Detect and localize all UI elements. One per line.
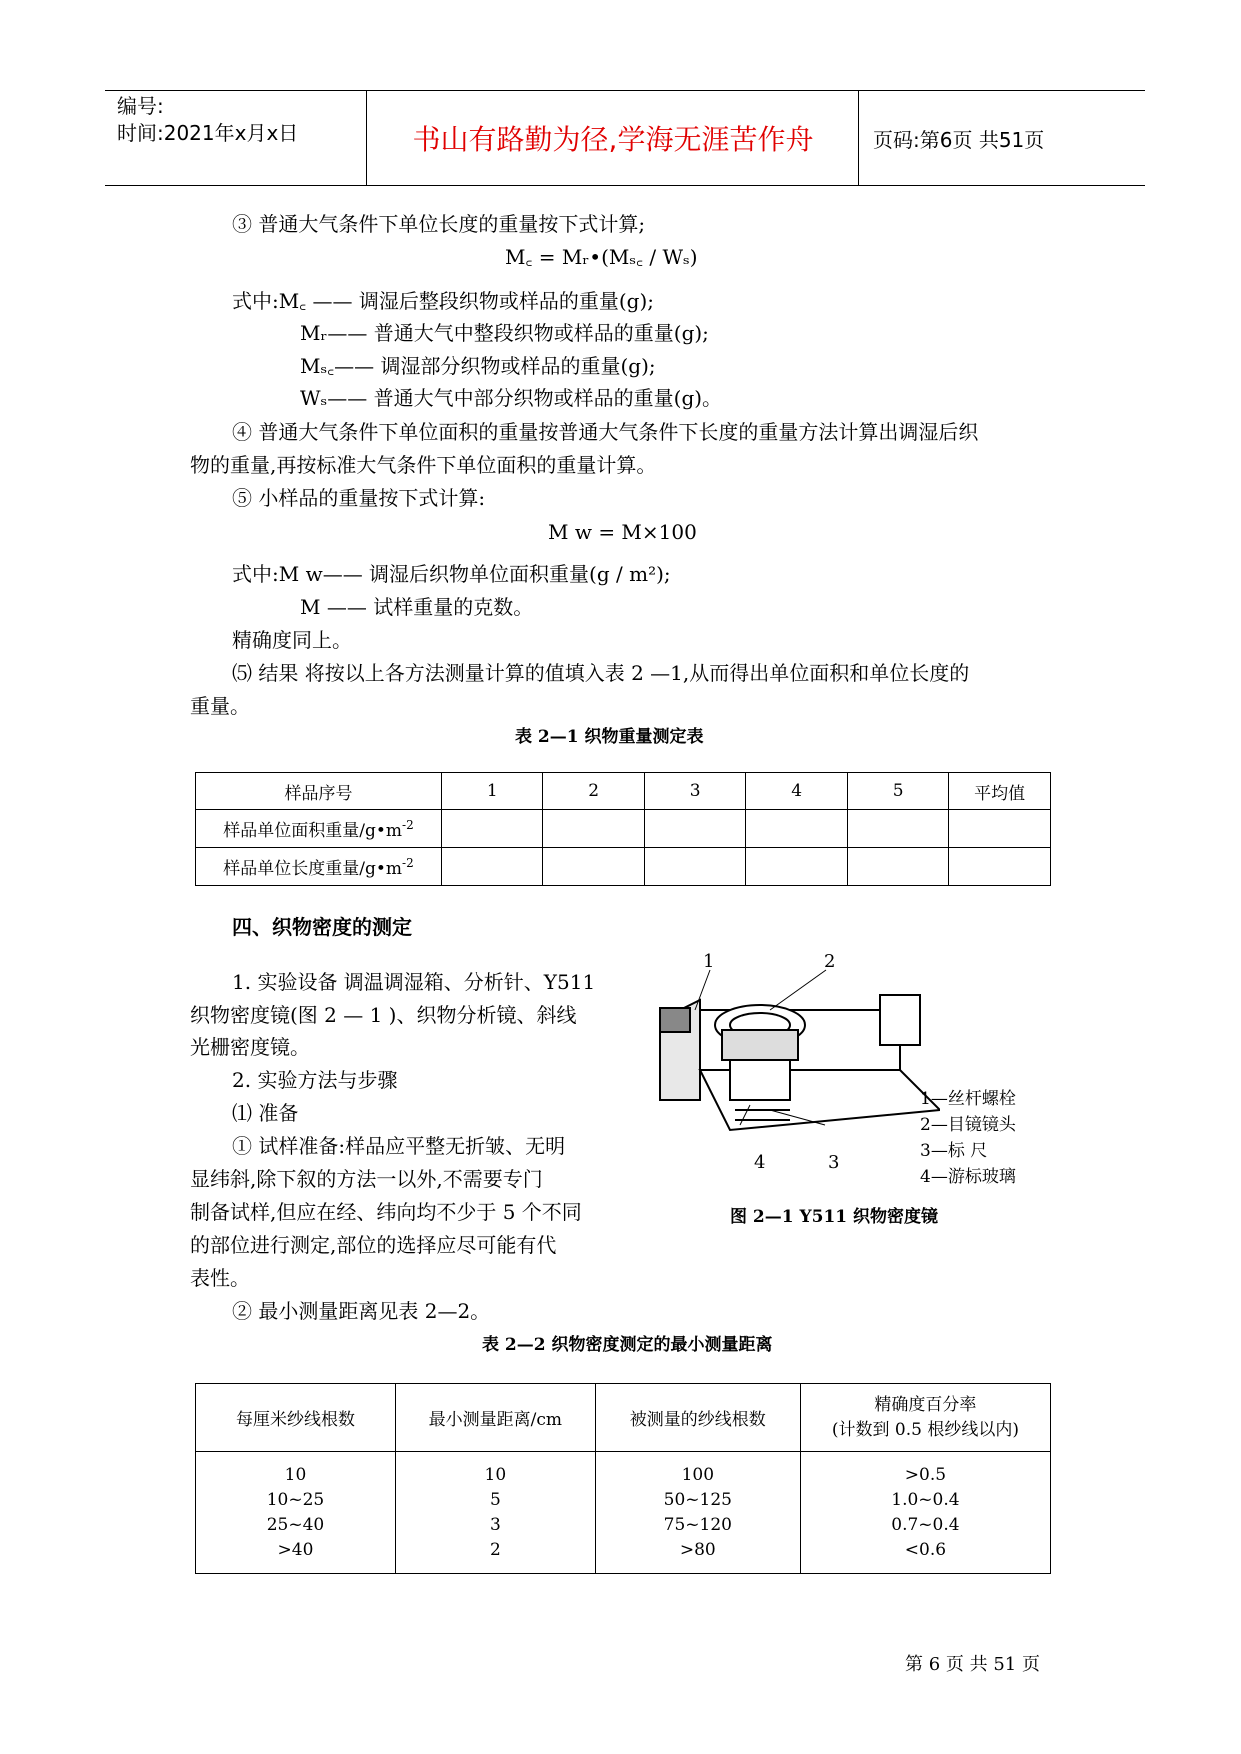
figure-number-2: 2 — [824, 951, 836, 972]
sample-line-4: 的部位进行测定,部位的选择应尽可能有代 — [190, 1233, 557, 1257]
cell-line: >80 — [679, 1539, 716, 1560]
header-motto: 书山有路勤为径,学海无涯苦作舟 — [368, 91, 859, 185]
paragraph-4-line-2: 物的重量,再按标准大气条件下单位面积的重量计算。 — [190, 453, 657, 477]
cell-line: >40 — [277, 1539, 314, 1560]
table-cell — [847, 810, 948, 848]
figure-caption: 图 2—1 Y511 织物密度镜 — [730, 1207, 939, 1227]
equipment-line-1: 1. 实验设备 调温调湿箱、分析针、Y511 — [232, 970, 596, 994]
where-m: M —— 试样重量的克数。 — [300, 595, 534, 619]
where-mr: Mᵣ—— 普通大气中整段织物或样品的重量(g); — [300, 321, 709, 345]
header-line: 精确度百分率 — [874, 1394, 977, 1415]
where-mc: 式中:M꜀ —— 调湿后整段织物或样品的重量(g); — [232, 289, 654, 313]
cell-line: 1.0~0.4 — [891, 1489, 960, 1510]
legend-item: 3—标 尺 — [920, 1141, 988, 1161]
table-cell — [800, 1452, 1050, 1574]
table-cell — [949, 848, 1051, 886]
sample-line-5: 表性。 — [190, 1266, 250, 1290]
superscript: -2 — [402, 856, 414, 870]
sample-line-3: 制备试样,但应在经、纬向均不少于 5 个不同 — [190, 1200, 582, 1224]
cell-line: >0.5 — [904, 1464, 947, 1485]
cell-line: 25~40 — [266, 1514, 325, 1535]
table-cell — [543, 810, 644, 848]
formula-2: M w = M×100 — [548, 520, 697, 544]
table-cell — [746, 848, 847, 886]
header-line: (计数到 0.5 根纱线以内) — [831, 1419, 1019, 1440]
table-cell — [196, 1452, 396, 1574]
table-cell: 4 — [746, 773, 847, 810]
where-mw: 式中:M w—— 调湿后织物单位面积重量(g / m²); — [232, 562, 671, 586]
legend-item: 2—目镜镜头 — [920, 1115, 1016, 1135]
cell-line: 50~125 — [663, 1489, 732, 1510]
cell-line: 2 — [489, 1539, 501, 1560]
figure-number-3: 3 — [828, 1152, 840, 1173]
precision-note: 精确度同上。 — [232, 628, 352, 652]
equipment-line-3: 光栅密度镜。 — [190, 1035, 310, 1059]
table-cell: 每厘米纱线根数 — [196, 1384, 396, 1452]
figure-number-1: 1 — [703, 951, 715, 972]
table-cell — [442, 810, 543, 848]
cell-line: 10 — [484, 1464, 507, 1485]
result-line-2: 重量。 — [190, 694, 250, 718]
density-glass-diagram — [640, 950, 940, 1150]
table-cell — [800, 1384, 1050, 1452]
paragraph-3-title: ③ 普通大气条件下单位长度的重量按下式计算; — [232, 212, 646, 236]
document-number-label: 编号: — [117, 94, 164, 118]
table-cell: 样品序号 — [196, 773, 442, 810]
section-4-title: 四、织物密度的测定 — [232, 915, 412, 939]
table-cell — [595, 1452, 800, 1574]
sample-line-2: 显纬斜,除下叙的方法一以外,不需要专门 — [190, 1167, 543, 1191]
where-msc: Mₛ꜀—— 调湿部分织物或样品的重量(g); — [300, 354, 656, 378]
table-cell: 最小测量距离/cm — [395, 1384, 595, 1452]
table-cell: 5 — [847, 773, 948, 810]
cell-line: 5 — [489, 1489, 501, 1510]
table-cell — [644, 848, 745, 886]
table-cell — [644, 810, 745, 848]
table-cell — [543, 848, 644, 886]
table-row — [196, 848, 1051, 886]
table-cell — [196, 848, 442, 886]
table-cell — [746, 810, 847, 848]
legend-item: 4—游标玻璃 — [920, 1167, 1016, 1187]
superscript: -2 — [402, 818, 414, 832]
preparation-title: ⑴ 准备 — [232, 1101, 299, 1125]
cell-line: 100 — [681, 1464, 715, 1485]
table-1 — [195, 772, 1051, 886]
where-ws: Wₛ—— 普通大气中部分织物或样品的重量(g)。 — [300, 386, 723, 410]
table-1-caption: 表 2—1 织物重量测定表 — [515, 727, 704, 747]
table-cell: 3 — [644, 773, 745, 810]
cell-line: 0.7~0.4 — [891, 1514, 960, 1535]
table-cell — [442, 848, 543, 886]
formula-1: M꜀ = Mᵣ•(Mₛ꜀ / Wₛ) — [505, 245, 698, 269]
table-cell — [949, 810, 1051, 848]
table-cell — [196, 810, 442, 848]
table-2-caption: 表 2—2 织物密度测定的最小测量距离 — [482, 1335, 773, 1355]
header-meta — [105, 91, 367, 185]
header-page-label: 页码:第6页 共51页 — [873, 127, 1045, 152]
row-label: 样品单位面积重量/g•m — [223, 821, 403, 841]
page-footer: 第 6 页 共 51 页 — [905, 1654, 1040, 1675]
table-cell: 1 — [442, 773, 543, 810]
result-line-1: ⑸ 结果 将按以上各方法测量计算的值填入表 2 —1,从而得出单位面积和单位长度的 — [232, 661, 970, 685]
cell-line: <0.6 — [904, 1539, 947, 1560]
table-row — [196, 1384, 1051, 1452]
paragraph-5-title: ⑤ 小样品的重量按下式计算: — [232, 486, 486, 510]
cell-line: 10~25 — [266, 1489, 325, 1510]
equipment-line-2: 织物密度镜(图 2 — 1 )、织物分析镜、斜线 — [190, 1003, 577, 1027]
legend-item: 1—丝杆螺栓 — [920, 1089, 1016, 1109]
cell-line: 3 — [489, 1514, 501, 1535]
table-2 — [195, 1383, 1051, 1574]
method-title: 2. 实验方法与步骤 — [232, 1068, 398, 1092]
min-distance-note: ② 最小测量距离见表 2—2。 — [232, 1299, 491, 1323]
table-cell — [847, 848, 948, 886]
table-row — [196, 810, 1051, 848]
cell-line: 75~120 — [663, 1514, 732, 1535]
table-cell: 2 — [543, 773, 644, 810]
sample-line-1: ① 试样准备:样品应平整无折皱、无明 — [232, 1134, 566, 1158]
table-cell: 平均值 — [949, 773, 1051, 810]
figure-number-4: 4 — [754, 1152, 766, 1173]
cell-line: 10 — [284, 1464, 307, 1485]
table-cell — [395, 1452, 595, 1574]
table-row — [196, 773, 1051, 810]
page-header — [105, 90, 1145, 186]
table-row — [196, 1452, 1051, 1574]
paragraph-4-line-1: ④ 普通大气条件下单位面积的重量按普通大气条件下长度的重量方法计算出调湿后织 — [232, 420, 979, 444]
row-label: 样品单位长度重量/g•m — [223, 859, 403, 879]
table-cell: 被测量的纱线根数 — [595, 1384, 800, 1452]
document-time-label: 时间:2021年x月x日 — [117, 121, 299, 145]
